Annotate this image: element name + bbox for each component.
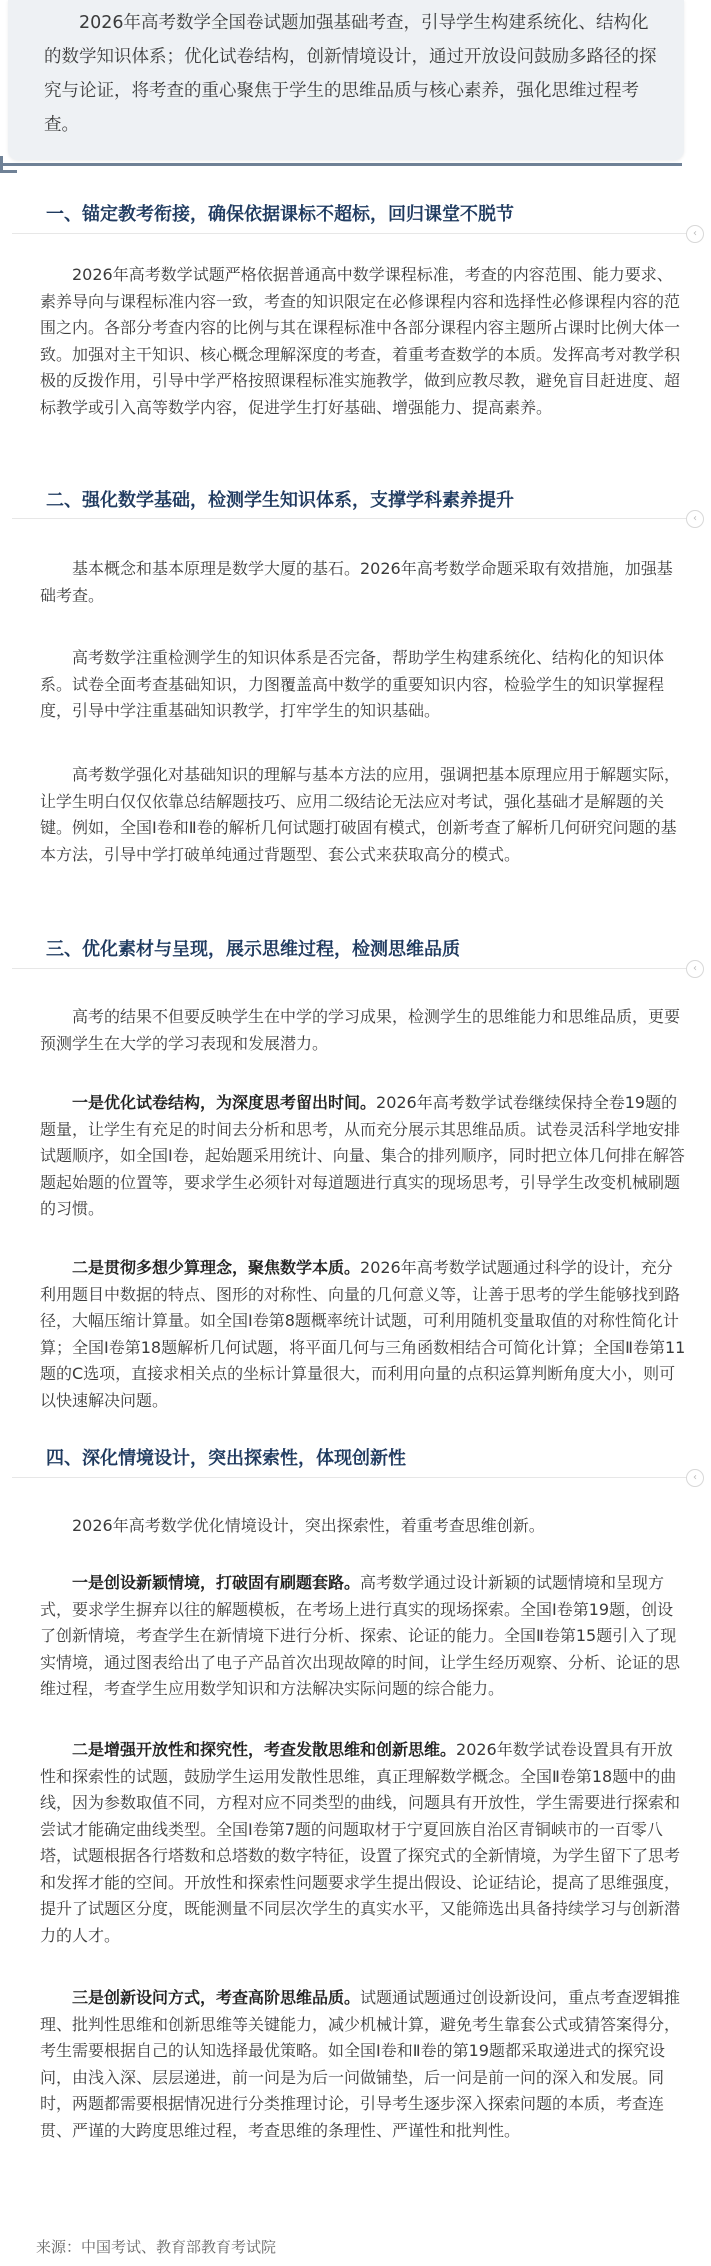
section-4-paragraph-2 xyxy=(40,1570,686,1703)
section-2-paragraph-2: 高考数学注重检测学生的知识体系是否完备，帮助学生构建系统化、结构化的知识体系。试卷全面考查基础知识，力图覆盖高中数学的重要知识内容，检验学生的知识掌握程度，引导中学注重基础知识教学，打牢学生的知识基础。 xyxy=(40,648,665,720)
section-2-paragraph-3: 高考数学强化对基础知识的理解与基本方法的应用，强调把基本原理应用于解题实际，让学生明白仅仅依靠总结解题技巧、应用二级结论无法应对考试，强化基础才是解题的关键。例如，全国Ⅰ卷和Ⅱ卷的解析几何试题打破固有模式，创新考查了解析几何研究问题的基本方法，引导中学打破单纯通过背题型、套公式来获取高分的模式。 xyxy=(40,765,681,864)
section-3-paragraph-3 xyxy=(40,1255,686,1414)
section-1-title: 一、锚定教考衔接，确保依据课标不超标，回归课堂不脱节 xyxy=(46,204,514,225)
section-4-title: 四、深化情境设计，突出探索性，体现创新性 xyxy=(46,1448,406,1469)
section-1-corner-icon: ‹ xyxy=(686,225,704,243)
intro-underline xyxy=(2,163,682,174)
section-4-divider xyxy=(12,1477,692,1478)
section-4-paragraph-2-lead: 一是创设新颖情境，打破固有刷题套路。 xyxy=(72,1573,361,1592)
section-4-paragraph-4-body: 试题通试题通过创设新设问，重点考查逻辑推理、批判性思维和创新思维等关键能力，减少机械计算，避免考生靠套公式或猜答案得分，考生需要根据自己的认知选择最优策略。如全国Ⅰ卷和Ⅱ卷的第19题都采取递进式的探究设问，由浅入深、层层递进，前一问是为后一问做铺垫，后一问是前一问的深入和发展。同时，两题都需要根据情况进行分类推理讨论，引导考生逐步深入探索问题的本质，考查连贯、严谨的大跨度思维过程，考查思维的条理性、严谨性和批判性。 xyxy=(40,1988,681,2140)
intro-corner-decoration xyxy=(0,156,17,173)
section-2-corner-icon: ‹ xyxy=(686,510,704,528)
section-1-divider xyxy=(12,233,692,234)
intro-box xyxy=(8,0,684,160)
section-3-paragraph-1: 高考的结果不但要反映学生在中学的学习成果，检测学生的思维能力和思维品质，更要预测学生在大学的学习表现和发展潜力。 xyxy=(40,1007,681,1053)
section-4-paragraph-4 xyxy=(40,1985,686,2144)
section-4-paragraph-3 xyxy=(40,1737,686,1949)
section-4-paragraph-1: 2026年高考数学优化情境设计，突出探索性，着重考查思维创新。 xyxy=(72,1516,545,1535)
section-4-paragraph-3-body: 2026年数学试卷设置具有开放性和探索性的试题，鼓励学生运用发散性思维，真正理解数学概念。全国Ⅱ卷第18题中的曲线，因为参数取值不同，方程对应不同类型的曲线，问题具有开放性，学生需要进行探索和尝试才能确定曲线类型。全国Ⅰ卷第7题的问题取材于宁夏回族自治区青铜峡市的一百零八塔，试题根据各行塔数和总塔数的数字特征，设置了探究式的全新情境，为学生留下了思考和发挥才能的空间。开放性和探索性问题要求学生提出假设、论证结论，提高了思维强度，提升了试题区分度，既能测量不同层次学生的真实水平，又能筛选出具备持续学习与创新潜力的人才。 xyxy=(40,1740,681,1945)
section-3-title: 三、优化素材与呈现，展示思维过程，检测思维品质 xyxy=(46,939,460,960)
section-1-paragraph: 2026年高考数学试题严格依据普通高中数学课程标准，考查的内容范围、能力要求、素养导向与课程标准内容一致，考查的知识限定在必修课程内容和选择性必修课程内容的范围之内。各部分考查内容的比例与其在课程标准中各部分课程内容主题所占课时比例大体一致。加强对主干知识、核心概念理解深度的考查，着重考查数学的本质。发挥高考对教学积极的反拨作用，引导中学严格按照课程标准实施教学，做到应教尽教，避免盲目赶进度、超标教学或引入高等数学内容，促进学生打好基础、增强能力、提高素养。 xyxy=(40,265,681,417)
source-credit: 来源：中国考试、教育部教育考试院 xyxy=(36,2238,277,2256)
section-3-divider xyxy=(12,968,692,969)
section-4-corner-icon: ‹ xyxy=(686,1469,704,1487)
section-2-divider xyxy=(12,518,692,519)
section-3-paragraph-2-lead: 一是优化试卷结构，为深度思考留出时间。 xyxy=(72,1093,377,1112)
section-4-paragraph-3-lead: 二是增强开放性和探究性，考查发散思维和创新思维。 xyxy=(72,1740,457,1759)
section-3-paragraph-2 xyxy=(40,1090,686,1223)
section-3-corner-icon: ‹ xyxy=(686,960,704,978)
section-4-paragraph-2-body: 高考数学通过设计新颖的试题情境和呈现方式，要求学生摒弃以往的解题模板，在考场上进行真实的现场探索。全国Ⅰ卷第19题，创设了创新情境，考查学生在新情境下进行分析、探索、论证的能力。全国Ⅱ卷第15题引入了现实情境，通过图表给出了电子产品首次出现故障的时间，让学生经历观察、分析、论证的思维过程，考查学生应用数学知识和方法解决实际问题的综合能力。 xyxy=(40,1573,681,1698)
section-2-title: 二、强化数学基础，检测学生知识体系，支撑学科素养提升 xyxy=(46,490,514,511)
section-3-paragraph-3-lead: 二是贯彻多想少算理念，聚焦数学本质。 xyxy=(72,1258,361,1277)
section-3-paragraph-3-body: 2026年高考数学试题通过科学的设计，充分利用题目中数据的特点、图形的对称性、向量的几何意义等，让善于思考的学生能够找到路径，大幅压缩计算量。如全国Ⅰ卷第8题概率统计试题，可利用随机变量取值的对称性简化计算；全国Ⅰ卷第18题解析几何试题，将平面几何与三角函数相结合可简化计算；全国Ⅱ卷第11题的C选项，直接求相关点的坐标计算量很大，而利用向量的点积运算判断角度大小，则可以快速解决问题。 xyxy=(40,1258,686,1410)
section-4-paragraph-4-lead: 三是创新设问方式，考查高阶思维品质。 xyxy=(72,1988,361,2007)
intro-text: 2026年高考数学全国卷试题加强基础考查，引导学生构建系统化、结构化的数学知识体系；优化试卷结构，创新情境设计，通过开放设问鼓励多路径的探究与论证，将考查的重心聚焦于学生的思维品质与核心素养，强化思维过程考查。 xyxy=(44,13,657,135)
section-2-paragraph-1: 基本概念和基本原理是数学大厦的基石。2026年高考数学命题采取有效措施，加强基础考查。 xyxy=(40,559,673,605)
section-3-paragraph-2-body: 2026年高考数学试卷继续保持全卷19题的题量，让学生有充足的时间去分析和思考，从而充分展示其思维品质。试卷灵活科学地安排试题顺序，如全国Ⅰ卷，起始题采用统计、向量、集合的排列顺序，同时把立体几何排在解答题起始题的位置等，要求学生必须针对每道题进行真实的现场思考，引导学生改变机械刷题的习惯。 xyxy=(40,1093,685,1218)
